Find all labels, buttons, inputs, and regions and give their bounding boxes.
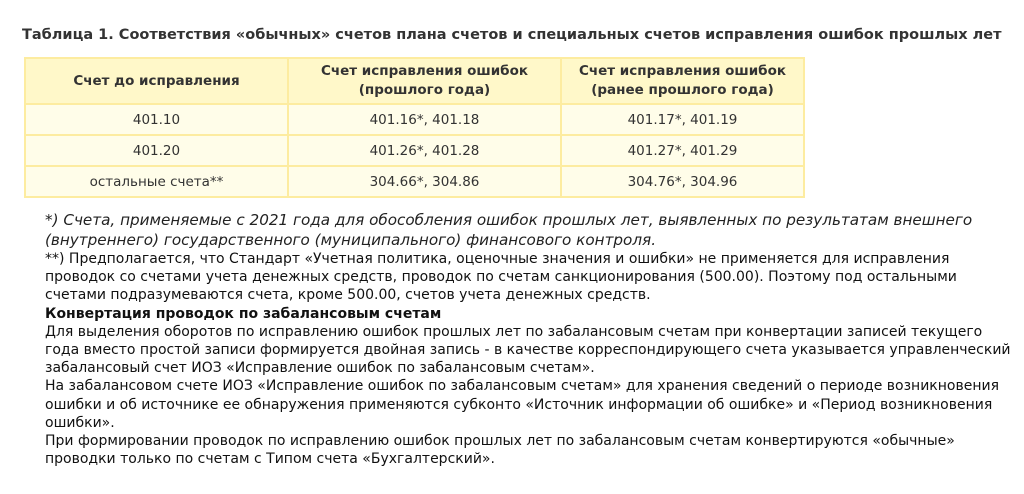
cell-account-earlier-years: 401.27*, 401.29 (561, 135, 804, 166)
header-account-before: Счет до исправления (25, 58, 288, 104)
cell-account-before: остальные счета** (25, 166, 288, 197)
table-row (25, 104, 804, 135)
paragraph: Для выделения оборотов по исправлению ошибок прошлых лет по забалансовым счетам при конвертации записей текущего года вместо простой записи формируется двойная запись - в качестве корреспондирующего счета указывается управленческий забалансовый счет ИОЗ «Исправление ошибок по забалансовым счетам». (45, 323, 1011, 377)
table-row (25, 135, 804, 166)
cell-account-before: 401.10 (25, 104, 288, 135)
paragraph: На забалансовом счете ИОЗ «Исправление ошибок по забалансовым счетам» для хранения сведений о периоде возникновения ошибки и об источнике ее обнаружения применяются субконто «Источник информации об ошибке» и «Период возникновения ошибки». (45, 378, 1000, 431)
accounts-correspondence-table (24, 57, 805, 198)
header-account-prev-year: Счет исправления ошибок (прошлого года) (288, 58, 561, 104)
cell-account-earlier-years: 401.17*, 401.19 (561, 104, 804, 135)
cell-account-before: 401.20 (25, 135, 288, 166)
table-header-row (25, 58, 804, 104)
cell-account-prev-year: 401.26*, 401.28 (288, 135, 561, 166)
document-body (45, 210, 1020, 468)
table-caption: Таблица 1. Соответствия «обычных» счетов плана счетов и специальных счетов исправления ошибок прошлых лет (22, 27, 1002, 43)
cell-account-prev-year: 401.16*, 401.18 (288, 104, 561, 135)
cell-account-earlier-years: 304.76*, 304.96 (561, 166, 804, 197)
section-title: Конвертация проводок по забалансовым счетам (45, 305, 442, 322)
header-account-earlier-years: Счет исправления ошибок (ранее прошлого года) (561, 58, 804, 104)
footnote-2: **) Предполагается, что Стандарт «Учетная политика, оценочные значения и ошибки» не применяется для исправления проводок со счетами учета денежных средств, проводок по счетам санкционирования (500.00). Поэтому под остальными счетами подразумеваются счета, кроме 500.00, счетов учета денежных средств. (45, 251, 957, 304)
cell-account-prev-year: 304.66*, 304.86 (288, 166, 561, 197)
paragraph: При формировании проводок по исправлению ошибок прошлых лет по забалансовым счетам конвертируются «обычные» проводки только по счетам с Типом счета «Бухгалтерский». (45, 433, 955, 468)
footnote-1: *) Счета, применяемые с 2021 года для обособления ошибок прошлых лет, выявленных по результатам внешнего (внутреннего) государственного (муниципального) финансового контроля. (45, 211, 973, 249)
table-row (25, 166, 804, 197)
